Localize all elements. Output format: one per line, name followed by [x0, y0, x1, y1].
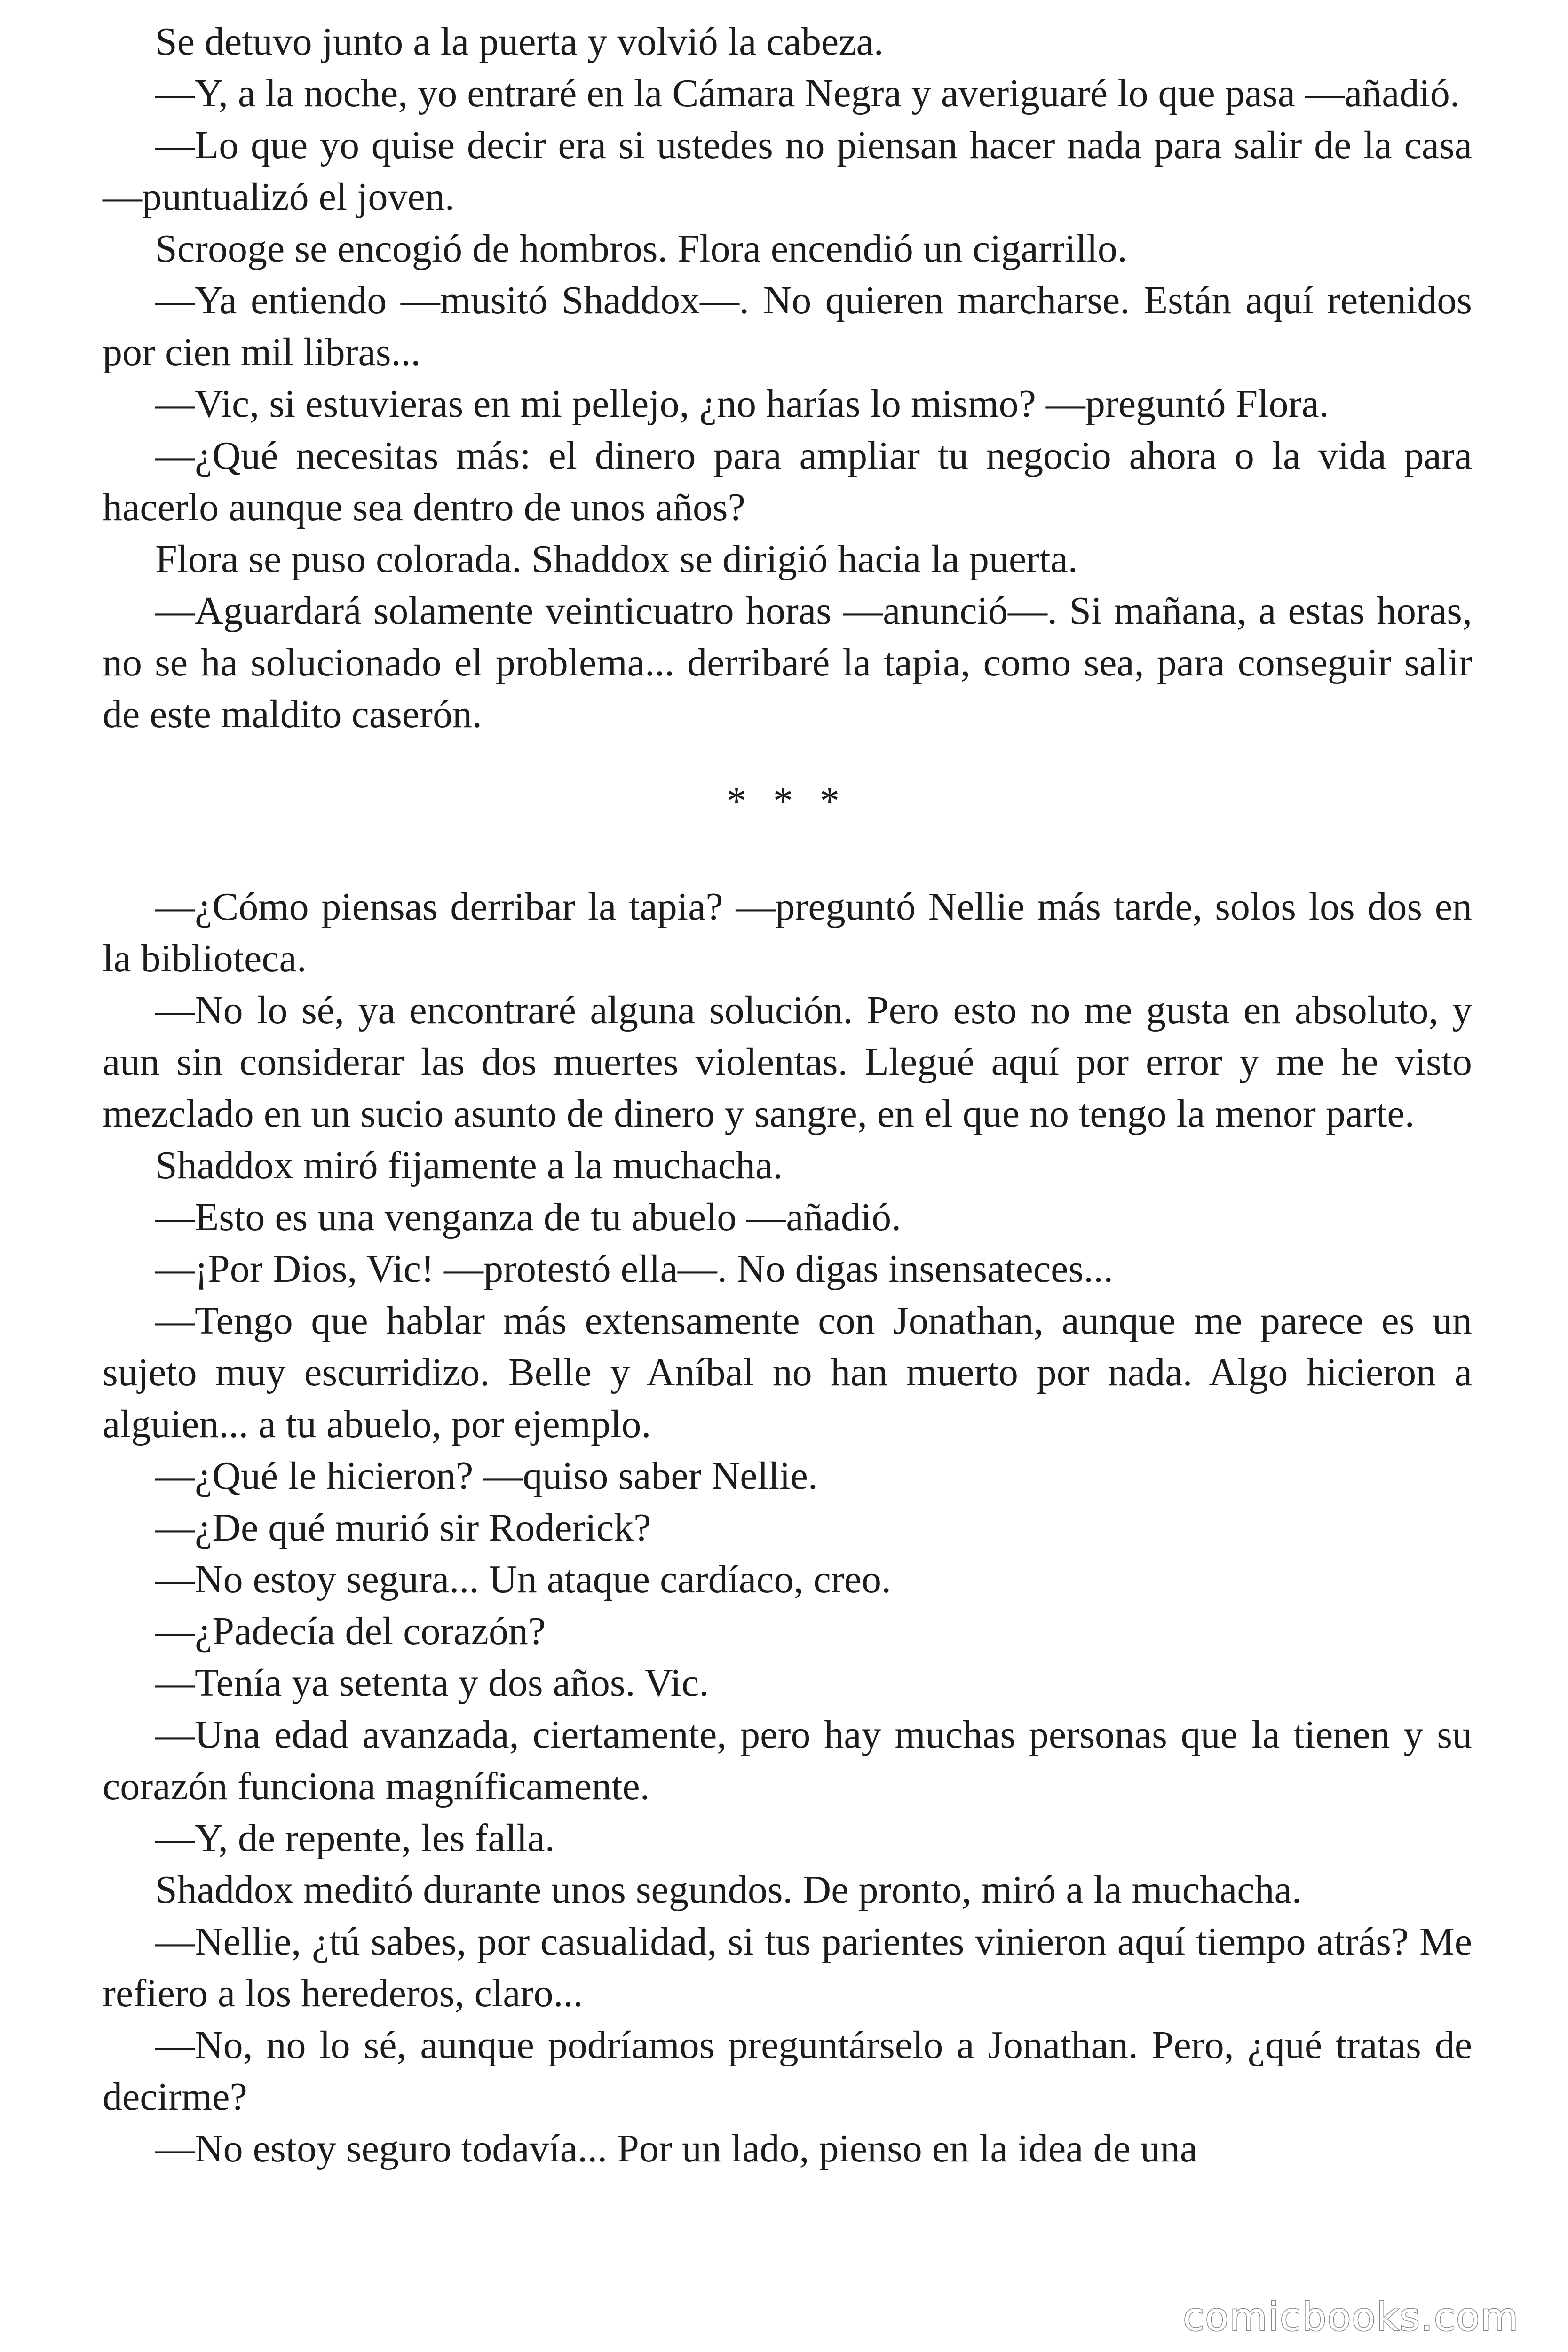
paragraph: —Tengo que hablar más extensamente con Jonathan, aunque me parece es un sujeto muy escurridizo. Belle y Aníbal no han muerto por nada. Algo hicieron a alguien... a tu abuelo, por ejemplo. [103, 1299, 1472, 1446]
scene-break-asterisks: * * * [727, 779, 848, 823]
paragraph: —¿Cómo piensas derribar la tapia? —preguntó Nellie más tarde, solos los dos en la biblioteca. [103, 885, 1472, 980]
paragraph: —No estoy seguro todavía... Por un lado, pienso en la idea de una [155, 2127, 1198, 2170]
paragraph: —Tenía ya setenta y dos años. Vic. [155, 1661, 709, 1705]
paragraph: —Aguardará solamente veinticuatro horas —anunció—. Si mañana, a estas horas, no se ha solucionado el problema... derribaré la tapia, como sea, para conseguir salir de este maldito caserón. [103, 589, 1472, 736]
paragraph: —No lo sé, ya encontraré alguna solución. Pero esto no me gusta en absoluto, y aun sin considerar las dos muertes violentas. Llegué aquí por error y me he visto mezclado en un sucio asunto de dinero y sangre, en el que no tengo la menor parte. [103, 988, 1472, 1136]
paragraph: Flora se puso colorada. Shaddox se dirigió hacia la puerta. [155, 537, 1078, 581]
text-column [103, 16, 1472, 2175]
paragraph: —Esto es una venganza de tu abuelo —añadió. [155, 1195, 902, 1239]
paragraph: Shaddox meditó durante unos segundos. De pronto, miró a la muchacha. [155, 1868, 1302, 1912]
paragraph: —Nellie, ¿tú sabes, por casualidad, si tus parientes vinieron aquí tiempo atrás? Me refiero a los herederos, claro... [103, 1920, 1472, 2015]
paragraph: Shaddox miró fijamente a la muchacha. [155, 1144, 783, 1187]
paragraph: Scrooge se encogió de hombros. Flora encendió un cigarrillo. [155, 227, 1127, 270]
paragraph: —¿Padecía del corazón? [155, 1609, 546, 1653]
paragraph: —No, no lo sé, aunque podríamos preguntárselo a Jonathan. Pero, ¿qué tratas de decirme? [103, 2023, 1472, 2119]
watermark: comicbooks.com [1183, 2295, 1519, 2340]
paragraph: —¿Qué necesitas más: el dinero para ampliar tu negocio ahora o la vida para hacerlo aunque sea dentro de unos años? [103, 434, 1472, 529]
paragraph: —Vic, si estuvieras en mi pellejo, ¿no harías lo mismo? —preguntó Flora. [155, 382, 1329, 426]
paragraph: —¡Por Dios, Vic! —protestó ella—. No digas insensateces... [155, 1247, 1114, 1291]
paragraph: Se detuvo junto a la puerta y volvió la cabeza. [155, 20, 884, 64]
paragraph: —¿De qué murió sir Roderick? [155, 1506, 651, 1549]
paragraph: —No estoy segura... Un ataque cardíaco, creo. [155, 1557, 892, 1601]
paragraph: —Y, de repente, les falla. [155, 1816, 555, 1860]
paragraph: —Una edad avanzada, ciertamente, pero hay muchas personas que la tienen y su corazón funciona magníficamente. [103, 1713, 1472, 1808]
paragraph: —Lo que yo quise decir era si ustedes no piensan hacer nada para salir de la casa —puntualizó el joven. [103, 123, 1472, 219]
paragraph: —Ya entiendo —musitó Shaddox—. No quieren marcharse. Están aquí retenidos por cien mil libras... [103, 278, 1472, 374]
paragraph: —Y, a la noche, yo entraré en la Cámara Negra y averiguaré lo que pasa —añadió. [155, 72, 1460, 115]
paragraph: —¿Qué le hicieron? —quiso saber Nellie. [155, 1454, 818, 1498]
